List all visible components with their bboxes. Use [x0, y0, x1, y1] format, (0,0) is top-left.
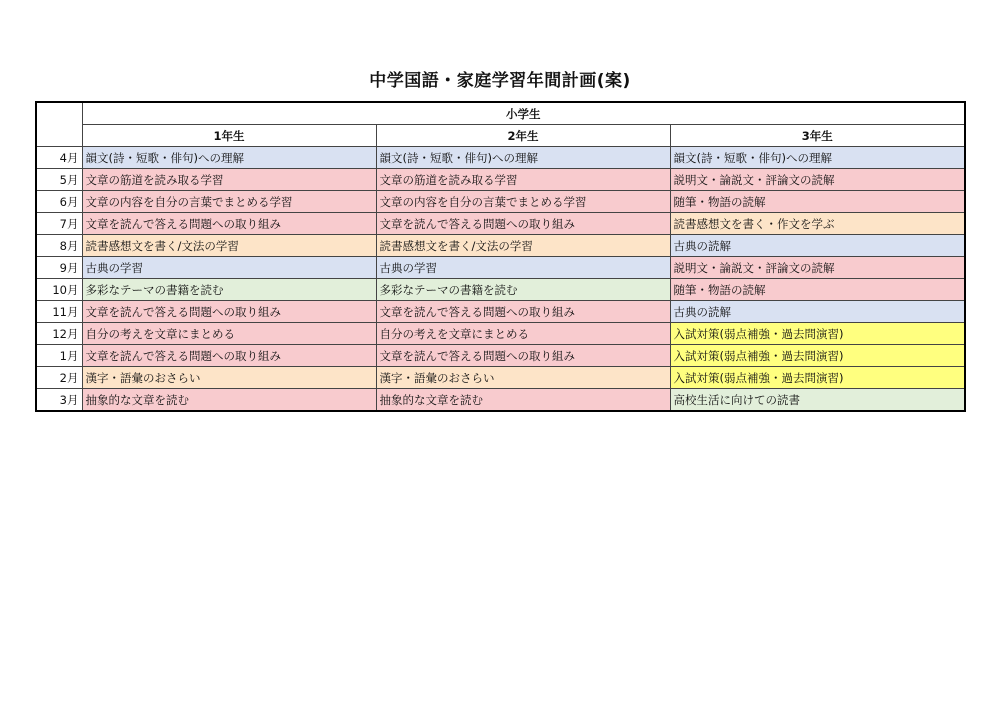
plan-cell-grade-3: 入試対策(弱点補強・過去問演習)	[670, 323, 965, 345]
plan-cell-grade-1: 読書感想文を書く/文法の学習	[82, 235, 376, 257]
month-cell: 6月	[36, 191, 82, 213]
table-row	[36, 147, 965, 169]
month-cell: 4月	[36, 147, 82, 169]
plan-cell-grade-3: 随筆・物語の読解	[670, 279, 965, 301]
table-row	[36, 169, 965, 191]
plan-cell-grade-2: 文章の内容を自分の言葉でまとめる学習	[376, 191, 670, 213]
plan-cell-grade-1: 多彩なテーマの書籍を読む	[82, 279, 376, 301]
plan-cell-grade-1: 漢字・語彙のおさらい	[82, 367, 376, 389]
table-row	[36, 279, 965, 301]
plan-cell-grade-3: 入試対策(弱点補強・過去問演習)	[670, 367, 965, 389]
plan-cell-grade-2: 多彩なテーマの書籍を読む	[376, 279, 670, 301]
plan-cell-grade-1: 文章を読んで答える問題への取り組み	[82, 213, 376, 235]
annual-plan-table	[35, 101, 966, 412]
table-row	[36, 191, 965, 213]
plan-cell-grade-2: 漢字・語彙のおさらい	[376, 367, 670, 389]
plan-cell-grade-1: 抽象的な文章を読む	[82, 389, 376, 412]
month-cell: 10月	[36, 279, 82, 301]
plan-cell-grade-1: 古典の学習	[82, 257, 376, 279]
plan-body	[36, 147, 965, 412]
grade-header-3: 3年生	[670, 125, 965, 147]
table-row	[36, 345, 965, 367]
plan-cell-grade-2: 韻文(詩・短歌・俳句)への理解	[376, 147, 670, 169]
group-header: 小学生	[82, 102, 965, 125]
table-row	[36, 235, 965, 257]
plan-cell-grade-2: 自分の考えを文章にまとめる	[376, 323, 670, 345]
plan-cell-grade-3: 説明文・論説文・評論文の読解	[670, 257, 965, 279]
plan-cell-grade-3: 入試対策(弱点補強・過去問演習)	[670, 345, 965, 367]
month-cell: 2月	[36, 367, 82, 389]
plan-cell-grade-2: 文章を読んで答える問題への取り組み	[376, 213, 670, 235]
group-header-row	[36, 102, 965, 125]
table-row	[36, 257, 965, 279]
month-cell: 11月	[36, 301, 82, 323]
plan-cell-grade-2: 文章を読んで答える問題への取り組み	[376, 301, 670, 323]
plan-cell-grade-3: 韻文(詩・短歌・俳句)への理解	[670, 147, 965, 169]
plan-cell-grade-1: 文章の内容を自分の言葉でまとめる学習	[82, 191, 376, 213]
table-row	[36, 323, 965, 345]
plan-cell-grade-1: 韻文(詩・短歌・俳句)への理解	[82, 147, 376, 169]
grade-header-row	[36, 125, 965, 147]
plan-cell-grade-1: 自分の考えを文章にまとめる	[82, 323, 376, 345]
plan-cell-grade-1: 文章を読んで答える問題への取り組み	[82, 301, 376, 323]
month-cell: 9月	[36, 257, 82, 279]
table-row	[36, 367, 965, 389]
month-cell: 8月	[36, 235, 82, 257]
plan-cell-grade-3: 古典の読解	[670, 235, 965, 257]
plan-cell-grade-1: 文章の筋道を読み取る学習	[82, 169, 376, 191]
grade-header-2: 2年生	[376, 125, 670, 147]
plan-cell-grade-3: 高校生活に向けての読書	[670, 389, 965, 412]
plan-cell-grade-3: 説明文・論説文・評論文の読解	[670, 169, 965, 191]
table-row	[36, 389, 965, 412]
corner-cell	[36, 102, 82, 147]
plan-cell-grade-3: 読書感想文を書く・作文を学ぶ	[670, 213, 965, 235]
plan-cell-grade-2: 文章の筋道を読み取る学習	[376, 169, 670, 191]
plan-cell-grade-2: 抽象的な文章を読む	[376, 389, 670, 412]
plan-cell-grade-2: 読書感想文を書く/文法の学習	[376, 235, 670, 257]
grade-header-1: 1年生	[82, 125, 376, 147]
plan-cell-grade-3: 随筆・物語の読解	[670, 191, 965, 213]
table-row	[36, 301, 965, 323]
page-title: 中学国語・家庭学習年間計画(案)	[369, 71, 631, 91]
plan-cell-grade-1: 文章を読んで答える問題への取り組み	[82, 345, 376, 367]
month-cell: 3月	[36, 389, 82, 412]
plan-cell-grade-2: 古典の学習	[376, 257, 670, 279]
plan-cell-grade-2: 文章を読んで答える問題への取り組み	[376, 345, 670, 367]
plan-cell-grade-3: 古典の読解	[670, 301, 965, 323]
month-cell: 1月	[36, 345, 82, 367]
table-row	[36, 213, 965, 235]
month-cell: 7月	[36, 213, 82, 235]
month-cell: 12月	[36, 323, 82, 345]
month-cell: 5月	[36, 169, 82, 191]
